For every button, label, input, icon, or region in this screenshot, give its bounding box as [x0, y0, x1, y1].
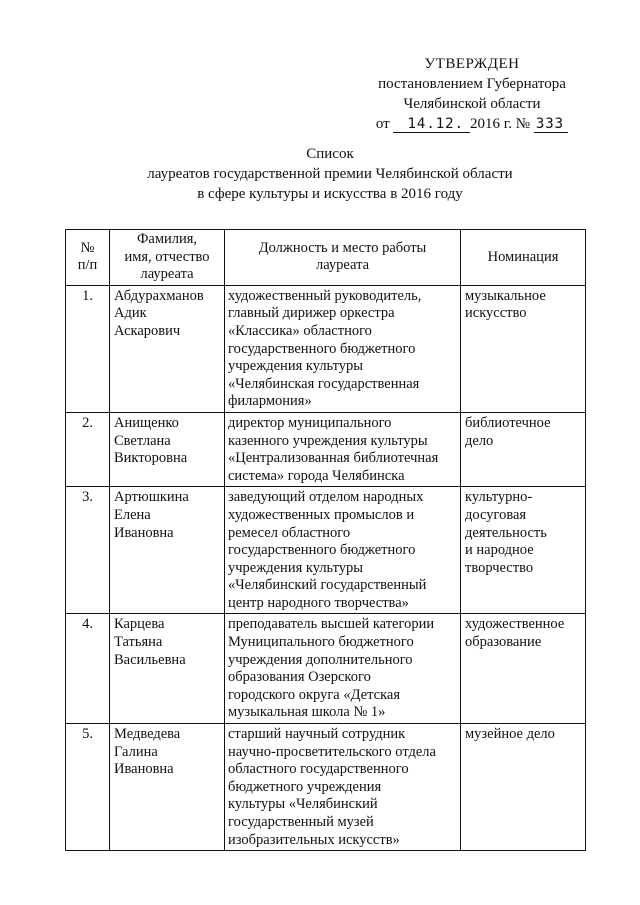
header-num: № п/п: [66, 230, 110, 286]
cell-nomination: библиотечное дело: [461, 412, 586, 486]
header-nomination: Номинация: [461, 230, 586, 286]
cell-num: 4.: [66, 614, 110, 724]
decree-date: 14.12.: [393, 116, 470, 133]
cell-name: Медведева Галина Ивановна: [110, 724, 225, 851]
cell-position: старший научный сотрудник научно-просветительского отдела областного государственного бюджетного учреждения культуры «Челябинский государственный музей изобразительных искусств»: [225, 724, 461, 851]
cell-num: 1.: [66, 285, 110, 412]
table-row: [66, 412, 586, 486]
cell-name: Карцева Татьяна Васильевна: [110, 614, 225, 724]
header-name: Фамилия, имя, отчество лауреата: [110, 230, 225, 286]
table-row: [66, 724, 586, 851]
approval-line-2: Челябинской области: [403, 96, 541, 112]
date-suffix: 2016 г. №: [470, 116, 531, 132]
decree-number: 333: [534, 116, 568, 133]
cell-position: директор муниципального казенного учреждения культуры «Централизованная библиотечная система» города Челябинска: [225, 412, 461, 486]
cell-name: Абдурахманов Адик Аскарович: [110, 285, 225, 412]
cell-num: 5.: [66, 724, 110, 851]
approval-date-line: [352, 114, 592, 134]
cell-nomination: культурно- досуговая деятельность и народное творчество: [461, 487, 586, 614]
title-line-2: лауреатов государственной премии Челябинской области: [147, 166, 513, 182]
title-line-1: Список: [306, 146, 354, 162]
document-title: [100, 144, 560, 204]
cell-num: 3.: [66, 487, 110, 614]
header-position: Должность и место работы лауреата: [225, 230, 461, 286]
cell-nomination: художественное образование: [461, 614, 586, 724]
cell-position: художественный руководитель, главный дирижер оркестра «Классика» областного государственного бюджетного учреждения культуры «Челябинская государственная филармония»: [225, 285, 461, 412]
laureates-table: [65, 229, 586, 851]
table-row: [66, 487, 586, 614]
cell-position: преподаватель высшей категории Муниципального бюджетного учреждения дополнительного образования Озерского городского округа «Детская музыкальная школа № 1»: [225, 614, 461, 724]
approval-heading: УТВЕРЖДЕН: [424, 56, 520, 72]
cell-name: Артюшкина Елена Ивановна: [110, 487, 225, 614]
date-prefix: от: [375, 116, 390, 132]
cell-position: заведующий отделом народных художественных промыслов и ремесел областного государственного бюджетного учреждения культуры «Челябинский государственный центр народного творчества»: [225, 487, 461, 614]
cell-nomination: музыкальное искусство: [461, 285, 586, 412]
title-line-3: в сфере культуры и искусства в 2016 году: [197, 186, 463, 202]
cell-name: Анищенко Светлана Викторовна: [110, 412, 225, 486]
approval-block: [352, 54, 592, 134]
table-row: [66, 285, 586, 412]
cell-num: 2.: [66, 412, 110, 486]
approval-line-1: постановлением Губернатора: [378, 76, 566, 92]
cell-nomination: музейное дело: [461, 724, 586, 851]
table-header-row: [66, 230, 586, 286]
table-row: [66, 614, 586, 724]
